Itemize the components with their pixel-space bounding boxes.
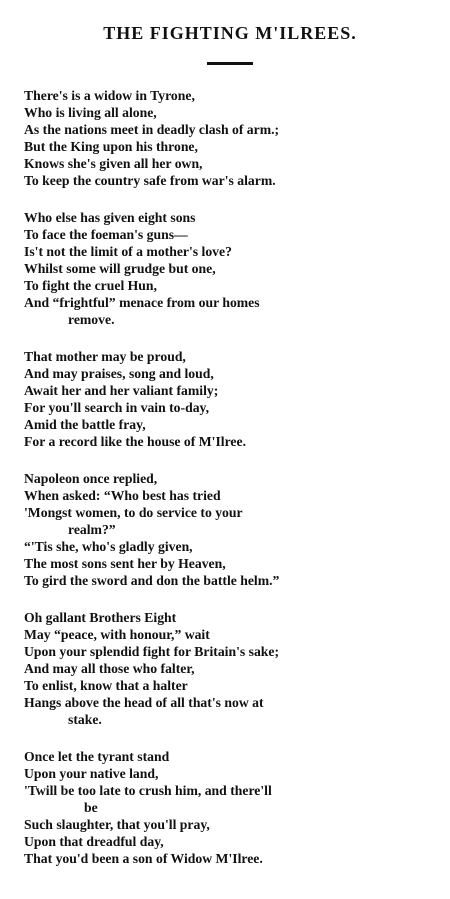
poem-line: Await her and her valiant family; xyxy=(24,383,219,398)
stanza-4 xyxy=(24,470,436,589)
poem-line: May “peace, with honour,” wait xyxy=(24,627,210,642)
poem-line: Napoleon once replied, xyxy=(24,471,158,486)
poem-line-continuation: stake. xyxy=(68,712,102,727)
poem-body xyxy=(24,87,436,867)
poem-line: And “frightful” menace from our homes xyxy=(24,295,260,310)
poem-line: 'Twill be too late to crush him, and there'll xyxy=(24,783,272,798)
poem-line: Upon that dreadful day, xyxy=(24,834,164,849)
poem-line: “'Tis she, who's gladly given, xyxy=(24,539,193,554)
poem-line: For a record like the house of M'Ilree. xyxy=(24,434,247,449)
poem-line: Who is living all alone, xyxy=(24,105,157,120)
poem-line: Upon your native land, xyxy=(24,766,159,781)
poem-line: Knows she's given all her own, xyxy=(24,156,203,171)
title-divider xyxy=(207,62,253,65)
poem-line: And may all those who falter, xyxy=(24,661,195,676)
poem-line: Whilst some will grudge but one, xyxy=(24,261,216,276)
poem-line: 'Mongst women, to do service to your xyxy=(24,505,243,520)
poem-line: Oh gallant Brothers Eight xyxy=(24,610,177,625)
poem-line: To keep the country safe from war's alarm. xyxy=(24,173,276,188)
stanza-1 xyxy=(24,87,436,189)
poem-line: As the nations meet in deadly clash of arm.; xyxy=(24,122,280,137)
poem-line: To fight the cruel Hun, xyxy=(24,278,157,293)
poem-line: Is't not the limit of a mother's love? xyxy=(24,244,232,259)
poem-line-continuation: remove. xyxy=(68,312,115,327)
poem-line: Who else has given eight sons xyxy=(24,210,196,225)
poem-line: To gird the sword and don the battle helm.” xyxy=(24,573,280,588)
poem-line: That you'd been a son of Widow M'Ilree. xyxy=(24,851,263,866)
stanza-2 xyxy=(24,209,436,328)
poem-line: And may praises, song and loud, xyxy=(24,366,214,381)
poem-line-continuation: be xyxy=(84,800,98,815)
poem-line: To enlist, know that a halter xyxy=(24,678,188,693)
stanza-5 xyxy=(24,609,436,728)
poem-line: The most sons sent her by Heaven, xyxy=(24,556,226,571)
poem-line: Upon your splendid fight for Britain's sake; xyxy=(24,644,280,659)
poem-line: That mother may be proud, xyxy=(24,349,186,364)
poem-line: For you'll search in vain to-day, xyxy=(24,400,210,415)
poem-line: But the King upon his throne, xyxy=(24,139,198,154)
stanza-6 xyxy=(24,748,436,867)
poem-line: Amid the battle fray, xyxy=(24,417,146,432)
poem-line: Such slaughter, that you'll pray, xyxy=(24,817,210,832)
stanza-3 xyxy=(24,348,436,450)
poem-line-continuation: realm?” xyxy=(68,522,116,537)
poem-line: To face the foeman's guns— xyxy=(24,227,188,242)
poem-title: THE FIGHTING M'ILREES. xyxy=(103,23,357,43)
poem-line: There's is a widow in Tyrone, xyxy=(24,88,195,103)
poem-line: When asked: “Who best has tried xyxy=(24,488,221,503)
poem-line: Hangs above the head of all that's now at xyxy=(24,695,264,710)
poem-line: Once let the tyrant stand xyxy=(24,749,170,764)
